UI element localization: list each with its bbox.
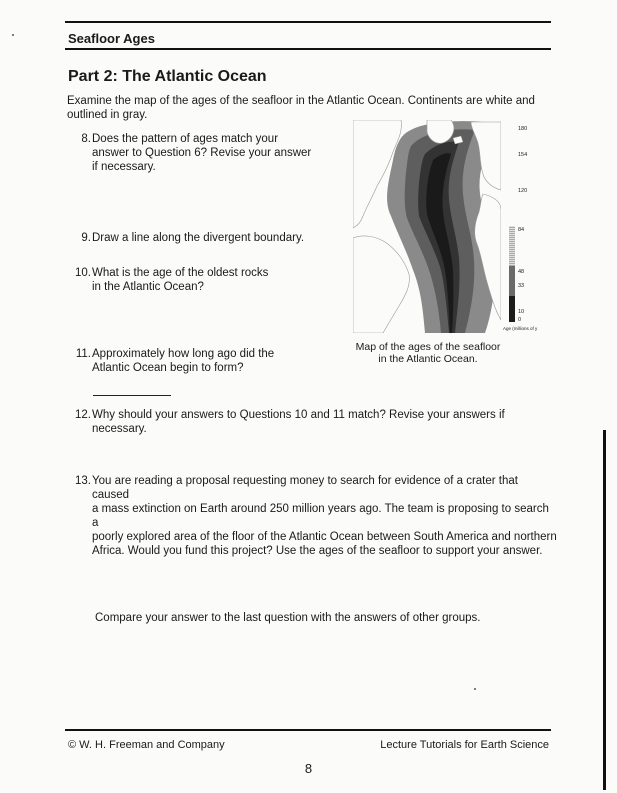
legend-bar-old (509, 226, 515, 266)
question-number: 8. (81, 133, 91, 145)
question-number: 12. (75, 409, 91, 421)
question-text-line: poorly explored area of the floor of the Atlantic Ocean between South America and northern (92, 531, 557, 543)
question-text-line: Why should your answers to Questions 10 and 11 match? Revise your answers if necessary. (92, 409, 505, 435)
footer-book-title: Lecture Tutorials for Earth Science (380, 739, 549, 751)
legend-label-120: 120 (518, 188, 528, 194)
question-number: 13. (75, 475, 91, 487)
question-text-line: if necessary. (92, 161, 156, 173)
question-text-line: in the Atlantic Ocean? (92, 281, 204, 293)
question-text-line: Atlantic Ocean begin to form? (92, 362, 244, 374)
scan-speck (474, 688, 476, 690)
map-caption-line: in the Atlantic Ocean. (378, 353, 478, 365)
question-text-line: Does the pattern of ages match your (92, 133, 279, 145)
legend-label-33: 33 (518, 283, 525, 289)
legend-label-0: 0 (518, 317, 522, 323)
question-text-line: What is the age of the oldest rocks (92, 267, 269, 279)
question-number: 10. (75, 267, 91, 279)
question-text-line: Africa. Would you fund this project? Use the ages of the seafloor to support your answer. (92, 545, 543, 557)
legend-bar-mid (509, 266, 515, 296)
section-header-title: Seafloor Ages (68, 31, 155, 46)
legend-label-48: 48 (518, 269, 525, 275)
intro-text: Examine the map of the ages of the seafloor in the Atlantic Ocean. Continents are white and outlined in gray. (67, 95, 535, 121)
answer-blank-line (93, 395, 171, 396)
question-text-line: answer to Question 6? Revise your answer (92, 147, 312, 159)
compare-instruction: Compare your answer to the last question with the answers of other groups. (95, 612, 481, 624)
question-number: 9. (81, 232, 91, 244)
question-text-line: Draw a line along the divergent boundary. (92, 232, 305, 244)
map-caption (353, 341, 503, 365)
header-bottom-rule (65, 48, 551, 50)
scan-speck (12, 34, 14, 36)
question-text-line: a mass extinction on Earth around 250 million years ago. The team is proposing to search a (92, 503, 549, 529)
legend-label-180: 180 (518, 126, 528, 132)
footer-rule (65, 729, 551, 731)
map-caption-line: Map of the ages of the seafloor (355, 341, 501, 353)
seafloor-age-map (353, 120, 501, 333)
footer-copyright: © W. H. Freeman and Company (68, 739, 225, 751)
binding-edge (603, 430, 606, 790)
question-number: 11. (75, 348, 91, 360)
legend-label-10: 10 (518, 309, 525, 315)
header-top-rule (65, 21, 551, 23)
part-title: Part 2: The Atlantic Ocean (68, 68, 267, 85)
legend-bar-young (509, 296, 515, 322)
legend-label-154: 154 (518, 152, 528, 158)
legend-label-84: 84 (518, 227, 525, 233)
question-text-line: You are reading a proposal requesting money to search for evidence of a crater that caused (92, 475, 518, 501)
legend-unit-label: Age (millions of y (503, 326, 538, 331)
page-number: 8 (304, 761, 313, 776)
question-text-line: Approximately how long ago did the (92, 348, 275, 360)
